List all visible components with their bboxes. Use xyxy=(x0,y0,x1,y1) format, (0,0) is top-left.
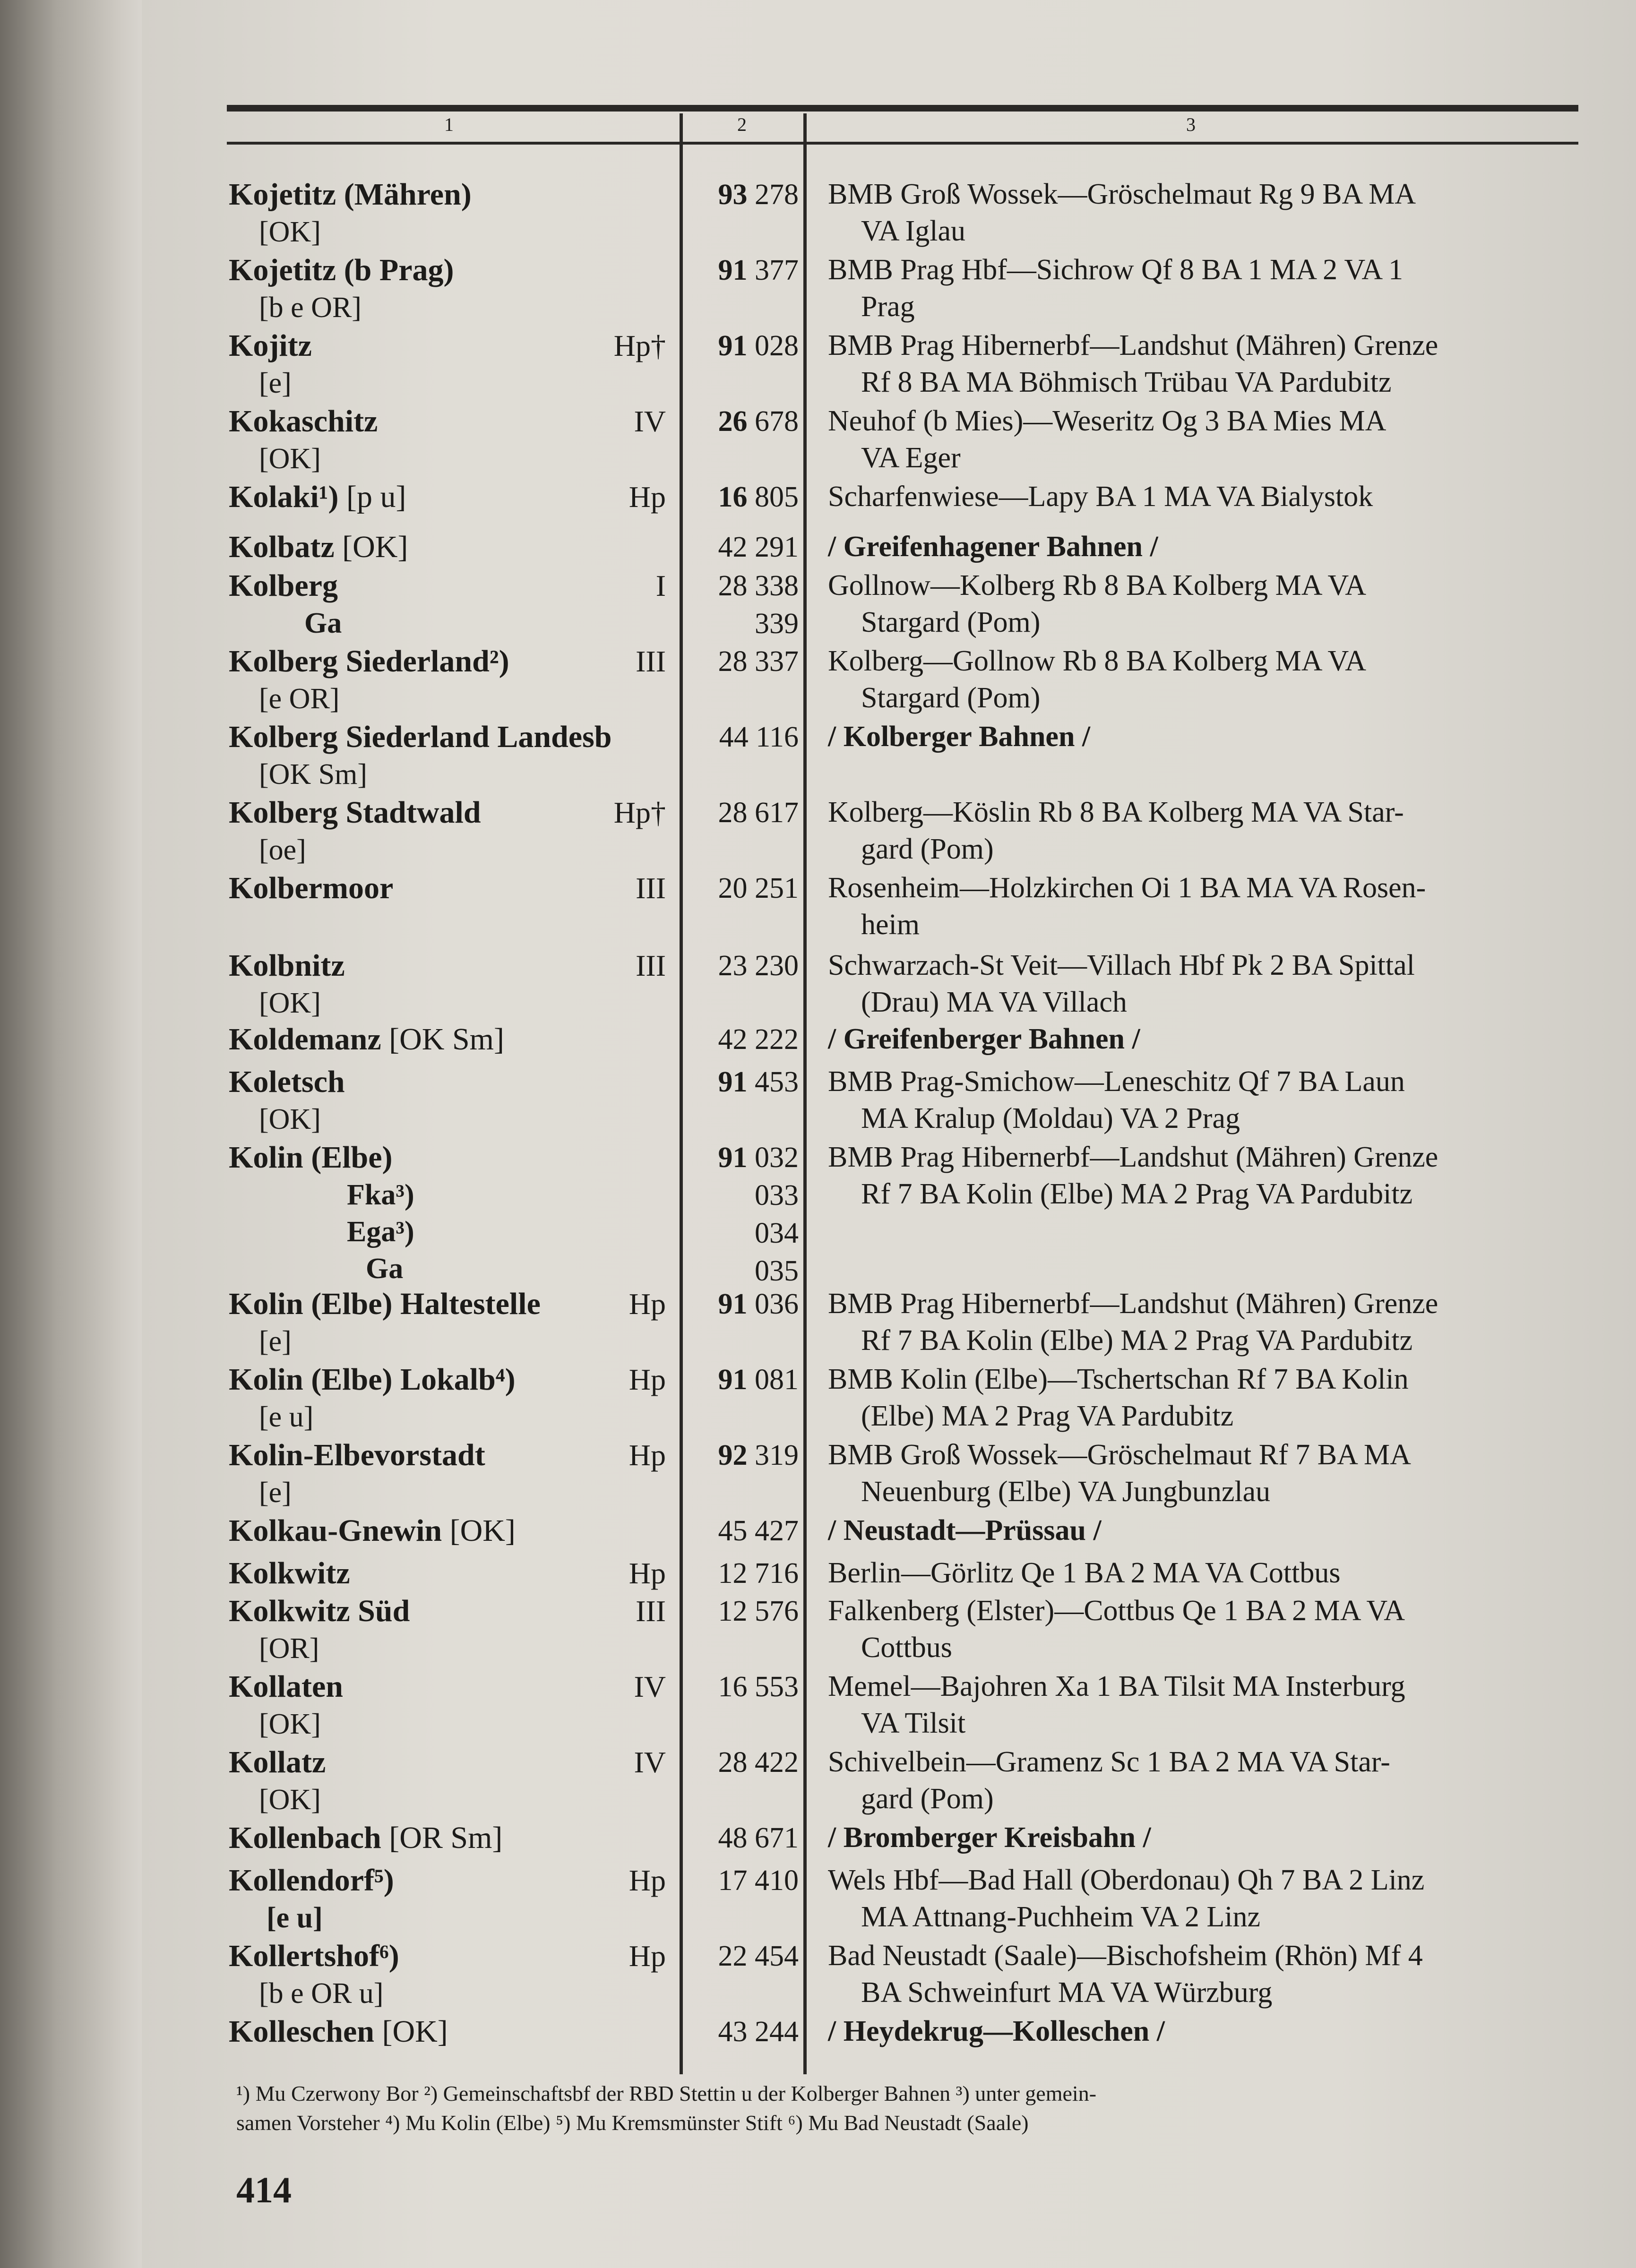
station-class: III xyxy=(636,1594,666,1628)
route-line-continued: (Elbe) MA 2 Prag VA Pardubitz xyxy=(861,1400,1234,1432)
route-line-continued: MA Attnang-Puchheim VA 2 Linz xyxy=(861,1901,1261,1933)
station-name-text: Kolbermoor xyxy=(229,871,394,905)
route-line-continued: Prag xyxy=(861,291,915,323)
route-line: BMB Kolin (Elbe)—Tschertschan Rf 7 BA Kolin xyxy=(828,1363,1409,1395)
route-info xyxy=(828,1361,1584,1435)
station-class: Hp xyxy=(629,1556,666,1590)
station-name-text: Kolbatz xyxy=(229,530,335,564)
station-number-prefix: 91 xyxy=(718,1364,748,1396)
railway-company: / Greifenberger Bahnen / xyxy=(828,1023,1140,1055)
station-number-prefix: 93 xyxy=(718,179,748,211)
station-name-text: Kolberg Siederland²) xyxy=(229,644,509,679)
route-info xyxy=(828,478,1584,515)
station-number-suffix: 42 222 xyxy=(718,1023,799,1056)
table-row xyxy=(0,794,1636,868)
station-attributes: [p u] xyxy=(338,480,406,514)
station-name xyxy=(229,1285,675,1323)
route-line: Neuhof (b Mies)—Weseritz Og 3 BA Mies MA xyxy=(828,405,1386,437)
station-cell xyxy=(229,1668,675,1743)
station-number xyxy=(690,1744,799,1781)
station-name-text: Kolin (Elbe) Lokalb⁴) xyxy=(229,1362,516,1397)
station-name xyxy=(229,1139,675,1177)
route-line: Wels Hbf—Bad Hall (Oberdonau) Qh 7 BA 2 Linz xyxy=(828,1864,1425,1896)
station-attributes: [OK Sm] xyxy=(259,758,368,790)
table-row xyxy=(0,1139,1636,1287)
route-line-continued: Neuenburg (Elbe) VA Jungbunzlau xyxy=(861,1476,1271,1508)
station-cell xyxy=(229,176,675,250)
station-attributes: [OK] xyxy=(259,1784,321,1816)
station-name-text: Kollertshof⁶) xyxy=(229,1939,399,1973)
column-header-2: 2 xyxy=(737,114,747,135)
station-cell xyxy=(229,1361,675,1435)
route-line-continued: VA Tilsit xyxy=(861,1707,966,1739)
station-class: III xyxy=(636,644,666,678)
station-number xyxy=(690,718,799,756)
station-number-extra: 339 xyxy=(755,608,799,640)
route-line-continued: Stargard (Pom) xyxy=(861,682,1041,714)
route-line-continued: gard (Pom) xyxy=(861,833,994,865)
route-line: BMB Prag-Smichow—Leneschitz Qf 7 BA Laun xyxy=(828,1065,1405,1098)
station-cell xyxy=(229,403,675,477)
column-header-1: 1 xyxy=(444,114,454,135)
station-number xyxy=(690,1021,799,1058)
station-number-prefix: 91 xyxy=(718,1066,748,1098)
station-number-suffix: 453 xyxy=(755,1066,799,1098)
station-attributes: [OK] xyxy=(259,443,321,475)
station-number-suffix: 12 716 xyxy=(718,1557,799,1589)
station-cell xyxy=(229,1063,675,1138)
route-info xyxy=(828,794,1584,868)
station-class: III xyxy=(636,949,666,982)
station-cell xyxy=(229,2013,675,2051)
station-name xyxy=(229,947,675,985)
station-number xyxy=(690,1819,799,1857)
station-cell xyxy=(229,643,675,717)
station-class: Hp xyxy=(629,1939,666,1973)
station-number xyxy=(690,1668,799,1706)
station-attributes: [e OR] xyxy=(259,683,340,715)
station-number xyxy=(690,1592,799,1630)
station-cell xyxy=(229,1592,675,1667)
station-name xyxy=(229,327,675,365)
station-attributes: [e u] xyxy=(259,1401,314,1433)
station-number xyxy=(690,2013,799,2051)
station-cell xyxy=(229,327,675,402)
station-name-text: Kolberg xyxy=(229,568,338,603)
station-number xyxy=(690,1937,799,1975)
station-number-suffix: 028 xyxy=(755,330,799,362)
table-row xyxy=(0,567,1636,642)
route-line: Bad Neustadt (Saale)—Bischofsheim (Rhön) Mf 4 xyxy=(828,1940,1423,1972)
station-attributes: [OK] xyxy=(374,2014,448,2049)
table-row xyxy=(0,643,1636,717)
route-line-continued: VA Eger xyxy=(861,442,961,474)
station-name-text: Kolkwitz Süd xyxy=(229,1594,410,1628)
station-cell xyxy=(229,869,675,907)
station-name-text: Kollaten xyxy=(229,1669,343,1704)
route-line: BMB Prag Hibernerbf—Landshut (Mähren) Grenze xyxy=(828,1141,1438,1173)
station-name-text: Kolkwitz xyxy=(229,1556,350,1590)
station-name xyxy=(229,2013,675,2051)
station-number-extra: 034 xyxy=(755,1217,799,1249)
route-line: Schwarzach-St Veit—Villach Hbf Pk 2 BA Spittal xyxy=(828,949,1415,981)
route-line-continued: (Drau) MA VA Villach xyxy=(861,986,1127,1018)
railway-company: / Kolberger Bahnen / xyxy=(828,721,1091,753)
station-name xyxy=(229,1436,675,1474)
station-number-suffix: 16 553 xyxy=(718,1671,799,1703)
route-line: BMB Prag Hibernerbf—Landshut (Mähren) Grenze xyxy=(828,329,1438,361)
station-name-text: Kolberg Siederland Landesb xyxy=(229,720,612,754)
route-info xyxy=(828,1063,1584,1137)
station-attributes: [OK] xyxy=(334,530,408,564)
route-line: Scharfenwiese—Lapy BA 1 MA VA Bialystok xyxy=(828,481,1373,513)
station-class: I xyxy=(655,569,666,602)
station-name xyxy=(229,1744,675,1781)
station-sub: Ga xyxy=(366,1253,404,1285)
route-info xyxy=(828,327,1584,401)
station-sub: [e u] xyxy=(267,1902,323,1934)
station-name-text: Kojitz xyxy=(229,328,312,363)
table-row xyxy=(0,176,1636,250)
table-row xyxy=(0,2013,1636,2088)
station-number-suffix: 12 576 xyxy=(718,1595,799,1627)
route-info xyxy=(828,1285,1584,1359)
station-class: Hp† xyxy=(613,329,666,362)
station-cell xyxy=(229,567,675,642)
station-name-text: Koletsch xyxy=(229,1065,345,1099)
table-row xyxy=(0,1668,1636,1743)
station-attributes: [OK] xyxy=(259,216,321,248)
station-number xyxy=(690,947,799,985)
station-class: Hp xyxy=(629,1363,666,1396)
route-line: Memel—Bajohren Xa 1 BA Tilsit MA Insterburg xyxy=(828,1670,1405,1702)
route-info xyxy=(828,1436,1584,1510)
station-name xyxy=(229,1555,675,1592)
station-attributes: [OR Sm] xyxy=(381,1821,503,1855)
station-name-text: Kojetitz (Mähren) xyxy=(229,177,472,212)
route-line: Rosenheim—Holzkirchen Oi 1 BA MA VA Rosen- xyxy=(828,872,1426,904)
footnote-line: samen Vorsteher ⁴) Mu Kolin (Elbe) ⁵) Mu Kremsmünster Stift ⁶) Mu Bad Neustadt (Saale) xyxy=(236,2111,1029,2135)
station-attributes: [OR] xyxy=(259,1632,319,1665)
station-name-text: Kolbnitz xyxy=(229,948,345,983)
route-info xyxy=(828,251,1584,325)
station-name xyxy=(229,1063,675,1101)
station-name xyxy=(229,1512,675,1550)
station-number xyxy=(690,1285,799,1323)
station-number-suffix: 48 671 xyxy=(718,1822,799,1854)
route-line-continued: MA Kralup (Moldau) VA 2 Prag xyxy=(861,1102,1240,1134)
station-number xyxy=(690,176,799,214)
station-cell xyxy=(229,1285,675,1360)
station-cell xyxy=(229,1512,675,1550)
station-name-text: Kolberg Stadtwald xyxy=(229,795,481,830)
station-sub: Ega³) xyxy=(347,1216,414,1248)
route-info xyxy=(828,1862,1584,1935)
station-number xyxy=(690,1361,799,1399)
station-attributes: [OK] xyxy=(259,1103,321,1135)
station-number-prefix: 91 xyxy=(718,1142,748,1174)
header-rule xyxy=(227,142,1578,145)
route-info xyxy=(828,1668,1584,1742)
table-row xyxy=(0,1361,1636,1435)
station-name xyxy=(229,1668,675,1706)
station-class: IV xyxy=(634,1670,666,1703)
station-number-suffix: 28 617 xyxy=(718,797,799,829)
station-cell xyxy=(229,478,675,516)
station-name-text: Kolin (Elbe) xyxy=(229,1140,393,1175)
route-line: BMB Groß Wossek—Gröschelmaut Rg 9 BA MA xyxy=(828,178,1416,210)
route-line-continued: Rf 7 BA Kolin (Elbe) MA 2 Prag VA Pardubitz xyxy=(861,1178,1413,1210)
route-info xyxy=(828,643,1584,716)
station-number-suffix: 17 410 xyxy=(718,1864,799,1897)
station-number-suffix: 44 116 xyxy=(719,721,799,753)
station-number-suffix: 28 422 xyxy=(718,1746,799,1778)
station-number-suffix: 43 244 xyxy=(718,2016,799,2048)
station-name xyxy=(229,1021,675,1058)
station-attributes: [e] xyxy=(259,1477,292,1509)
station-number-prefix: 91 xyxy=(718,330,748,362)
route-line-continued: Rf 7 BA Kolin (Elbe) MA 2 Prag VA Pardubitz xyxy=(861,1324,1413,1357)
station-sub: Ga xyxy=(304,607,342,639)
table-row xyxy=(0,1592,1636,1667)
route-line: Falkenberg (Elster)—Cottbus Qe 1 BA 2 MA VA xyxy=(828,1595,1405,1627)
route-line-continued: Rf 8 BA MA Böhmisch Trübau VA Pardubitz xyxy=(861,366,1392,398)
route-line-continued: heim xyxy=(861,909,920,941)
route-line: Gollnow—Kolberg Rb 8 BA Kolberg MA VA xyxy=(828,569,1367,601)
station-number xyxy=(690,327,799,365)
route-info xyxy=(828,1555,1584,1591)
station-number-suffix: 42 291 xyxy=(718,531,799,563)
station-class: IV xyxy=(634,1745,666,1779)
footnote-line: ¹) Mu Czerwony Bor ²) Gemeinschaftsbf der RBD Stettin u der Kolberger Bahnen ³) unter gemein- xyxy=(236,2081,1097,2105)
route-info xyxy=(828,947,1584,1021)
station-number-prefix: 92 xyxy=(718,1439,748,1471)
station-number-suffix: 20 251 xyxy=(718,872,799,904)
station-cell xyxy=(229,1819,675,1857)
top-rule xyxy=(227,105,1578,112)
station-name-text: Kollatz xyxy=(229,1745,326,1779)
route-info xyxy=(828,528,1584,565)
table-row xyxy=(0,1285,1636,1360)
station-number-prefix: 26 xyxy=(718,405,748,438)
station-name-text: Koldemanz xyxy=(229,1022,381,1057)
station-number xyxy=(690,869,799,907)
station-number-suffix: 032 xyxy=(755,1142,799,1174)
station-number xyxy=(690,528,799,566)
column-header xyxy=(227,113,1578,143)
station-cell xyxy=(229,718,675,793)
station-number-suffix: 805 xyxy=(755,481,799,513)
route-line: Berlin—Görlitz Qe 1 BA 2 MA VA Cottbus xyxy=(828,1557,1341,1589)
station-number-suffix: 319 xyxy=(755,1439,799,1471)
route-line: BMB Prag Hbf—Sichrow Qf 8 BA 1 MA 2 VA 1 xyxy=(828,254,1404,286)
table-row xyxy=(0,1744,1636,1818)
column-header-3: 3 xyxy=(1186,114,1196,135)
station-class: IV xyxy=(634,404,666,438)
station-number-suffix: 28 338 xyxy=(718,570,799,602)
table-row xyxy=(0,403,1636,477)
station-cell xyxy=(229,1937,675,2012)
railway-company: / Heydekrug—Kolleschen / xyxy=(828,2015,1165,2047)
station-name-text: Kolleschen xyxy=(229,2014,374,2049)
station-number xyxy=(690,643,799,680)
station-attributes: [OK] xyxy=(442,1513,516,1548)
route-line: BMB Prag Hibernerbf—Landshut (Mähren) Grenze xyxy=(828,1288,1438,1320)
route-info xyxy=(828,2013,1584,2050)
station-name xyxy=(229,1862,675,1899)
station-number-suffix: 28 337 xyxy=(718,645,799,678)
route-line: Schivelbein—Gramenz Sc 1 BA 2 MA VA Star- xyxy=(828,1746,1390,1778)
route-info xyxy=(828,1512,1584,1549)
station-cell xyxy=(229,1744,675,1818)
station-number-prefix: 16 xyxy=(718,481,748,513)
station-attributes: [e] xyxy=(259,1325,292,1357)
station-number-suffix: 45 427 xyxy=(718,1515,799,1547)
footnotes xyxy=(236,2079,1607,2138)
route-line-continued: BA Schweinfurt MA VA Würzburg xyxy=(861,1976,1273,2009)
station-number xyxy=(690,1512,799,1550)
station-number-suffix: 036 xyxy=(755,1288,799,1320)
station-class: Hp† xyxy=(613,796,666,829)
station-attributes: [e] xyxy=(259,367,292,399)
station-number xyxy=(690,1555,799,1592)
station-class: Hp xyxy=(629,1438,666,1472)
station-cell xyxy=(229,794,675,868)
page-number: 414 xyxy=(236,2169,292,2210)
station-name-text: Kolkau-Gnewin xyxy=(229,1513,442,1548)
station-number-extra: 033 xyxy=(755,1179,799,1211)
table-row xyxy=(0,1063,1636,1138)
station-number xyxy=(690,567,799,643)
station-cell xyxy=(229,1555,675,1592)
table-row xyxy=(0,1436,1636,1511)
route-info xyxy=(828,1744,1584,1817)
station-name xyxy=(229,176,675,214)
station-class: Hp xyxy=(629,1287,666,1321)
table-row xyxy=(0,869,1636,944)
station-attributes: [oe] xyxy=(259,834,306,866)
route-line: Kolberg—Gollnow Rb 8 BA Kolberg MA VA xyxy=(828,645,1367,677)
route-info xyxy=(828,1139,1584,1212)
railway-company: / Bromberger Kreisbahn / xyxy=(828,1821,1151,1854)
station-name xyxy=(229,251,675,289)
station-number-prefix: 91 xyxy=(718,1288,748,1320)
station-number-suffix: 678 xyxy=(755,405,799,438)
station-attributes: [OK] xyxy=(259,1708,321,1740)
station-sub: Fka³) xyxy=(347,1179,414,1211)
station-number xyxy=(690,1139,799,1290)
station-name-text: Kolin-Elbevorstadt xyxy=(229,1438,485,1472)
station-class: Hp xyxy=(629,1864,666,1897)
station-cell xyxy=(229,1139,675,1287)
station-attributes: [OK Sm] xyxy=(381,1022,504,1057)
station-cell xyxy=(229,1021,675,1058)
station-cell xyxy=(229,947,675,1022)
station-attributes: [b e OR u] xyxy=(259,1977,384,2010)
station-number-suffix: 22 454 xyxy=(718,1940,799,1972)
route-line-continued: Cottbus xyxy=(861,1632,952,1664)
railway-company: / Greifenhagener Bahnen / xyxy=(828,531,1158,563)
railway-company: / Neustadt—Prüssau / xyxy=(828,1514,1102,1546)
station-name xyxy=(229,1361,675,1399)
station-number-extra: 035 xyxy=(755,1255,799,1287)
station-number xyxy=(690,403,799,440)
station-name xyxy=(229,403,675,440)
table-row xyxy=(0,251,1636,326)
station-name-text: Kokaschitz xyxy=(229,404,378,438)
station-name xyxy=(229,643,675,680)
station-attributes: [OK] xyxy=(259,987,321,1019)
table-row xyxy=(0,718,1636,793)
station-name-text: Kollendorf⁵) xyxy=(229,1863,394,1898)
station-cell xyxy=(229,1436,675,1511)
route-line-continued: gard (Pom) xyxy=(861,1783,994,1815)
route-line: Kolberg—Köslin Rb 8 BA Kolberg MA VA Star- xyxy=(828,796,1404,828)
table-row xyxy=(0,1862,1636,1936)
station-number xyxy=(690,1862,799,1899)
station-name xyxy=(229,794,675,832)
station-cell xyxy=(229,251,675,326)
station-name xyxy=(229,869,675,907)
station-name xyxy=(229,478,675,516)
station-number-suffix: 377 xyxy=(755,254,799,286)
station-number-prefix: 91 xyxy=(718,254,748,286)
station-number xyxy=(690,251,799,289)
station-class: III xyxy=(636,871,666,905)
route-info xyxy=(828,869,1584,943)
route-info xyxy=(828,1021,1584,1057)
table-row xyxy=(0,1937,1636,2012)
station-name xyxy=(229,1592,675,1630)
route-info xyxy=(828,1592,1584,1666)
route-line-continued: Stargard (Pom) xyxy=(861,606,1041,638)
route-line: BMB Groß Wossek—Gröschelmaut Rf 7 BA MA xyxy=(828,1439,1411,1471)
station-name-text: Kollenbach xyxy=(229,1821,381,1855)
station-name xyxy=(229,528,675,566)
station-name xyxy=(229,567,675,605)
table-row xyxy=(0,327,1636,402)
route-info xyxy=(828,718,1584,755)
station-number-suffix: 23 230 xyxy=(718,950,799,982)
route-info xyxy=(828,567,1584,641)
station-class: Hp xyxy=(629,480,666,514)
route-info xyxy=(828,1819,1584,1856)
station-name xyxy=(229,1819,675,1857)
station-name xyxy=(229,1937,675,1975)
table-row xyxy=(0,947,1636,1022)
station-name xyxy=(229,718,675,756)
station-cell xyxy=(229,528,675,566)
station-number xyxy=(690,1063,799,1101)
station-name-text: Kolin (Elbe) Haltestelle xyxy=(229,1287,541,1321)
station-number-suffix: 081 xyxy=(755,1364,799,1396)
station-name-text: Kolaki¹) xyxy=(229,480,339,514)
station-cell xyxy=(229,1862,675,1936)
station-attributes: [b e OR] xyxy=(259,292,362,324)
station-number xyxy=(690,1436,799,1474)
route-line-continued: VA Iglau xyxy=(861,215,966,247)
route-info xyxy=(828,403,1584,476)
route-info xyxy=(828,1937,1584,2011)
station-number xyxy=(690,478,799,516)
station-number-suffix: 278 xyxy=(755,179,799,211)
station-name-text: Kojetitz (b Prag) xyxy=(229,253,454,287)
station-number xyxy=(690,794,799,832)
route-info xyxy=(828,176,1584,249)
